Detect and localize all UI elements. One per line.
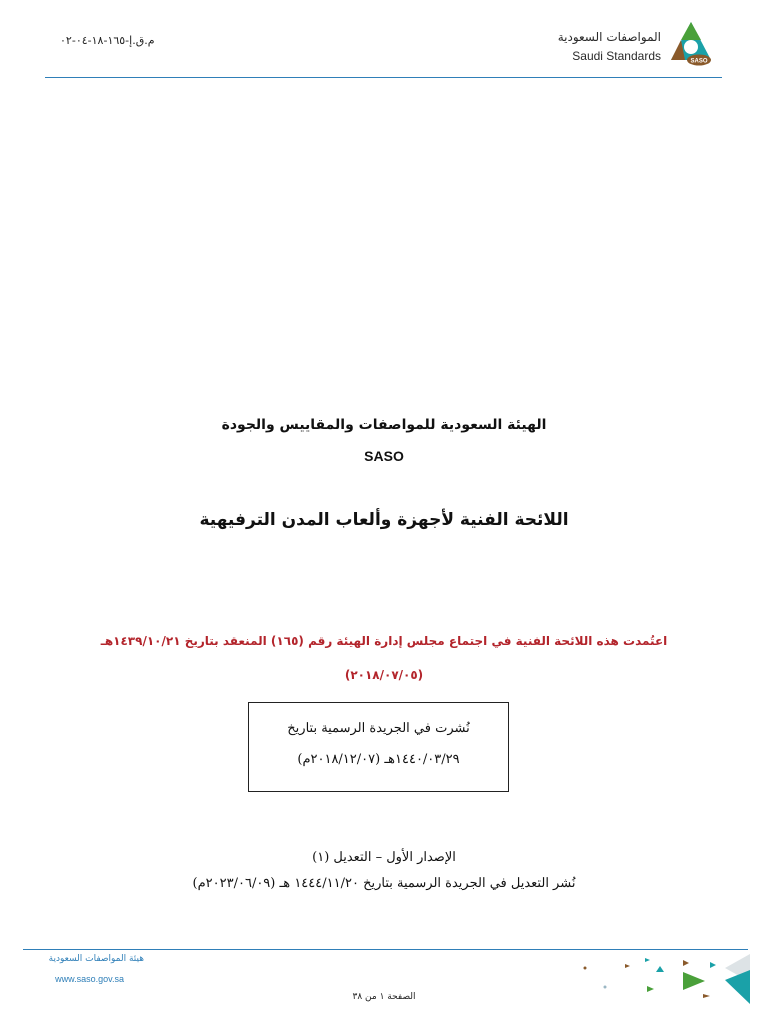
logo-english-text: Saudi Standards bbox=[572, 49, 661, 63]
publication-box bbox=[248, 702, 509, 792]
saso-logo bbox=[545, 20, 715, 70]
logo-badge-text: SASO bbox=[690, 58, 708, 65]
publication-date: ١٤٤٠/٠٣/٢٩هـ (٢٠١٨/١٢/٠٧م) bbox=[297, 752, 460, 767]
document-title: اللائحة الفنية لأجهزة وألعاب المدن الترفيهية bbox=[199, 510, 569, 530]
organization-abbreviation: SASO bbox=[364, 448, 404, 464]
approval-gregorian-date: (٢٠١٨/٠٧/٠٥) bbox=[344, 668, 424, 682]
organization-name: الهيئة السعودية للمواصفات والمقاييس والجودة bbox=[221, 417, 547, 433]
amendment-publication: نُشر التعديل في الجريدة الرسمية بتاريخ ١٤٤٤/١١/٢٠ هـ (٢٠٢٣/٠٦/٠٩م) bbox=[192, 876, 576, 891]
saso-logo-icon bbox=[669, 20, 713, 68]
document-code: م.ق.إ-١٦٥-١٨-٠٤-٠٢ bbox=[60, 34, 155, 47]
footer-website-link[interactable]: www.saso.gov.sa bbox=[55, 974, 124, 984]
header-divider bbox=[45, 77, 722, 78]
footer-organization-name: هيئة المواصفات السعودية bbox=[48, 954, 144, 964]
approval-statement: اعتُمدت هذه اللائحة الفنية في اجتماع مجلس إدارة الهيئة رقم (١٦٥) المنعقد بتاريخ ١٤٣٩/١٠/٢١هـ bbox=[100, 634, 668, 648]
logo-arabic-text: المواصفات السعودية bbox=[557, 30, 661, 44]
footer-decorative-pattern bbox=[575, 950, 755, 1010]
edition-info: الإصدار الأول – التعديل (١) bbox=[312, 850, 456, 865]
page-number: الصفحة ١ من ٣٨ bbox=[352, 992, 416, 1002]
publication-label: نُشرت في الجريدة الرسمية بتاريخ bbox=[287, 721, 470, 736]
